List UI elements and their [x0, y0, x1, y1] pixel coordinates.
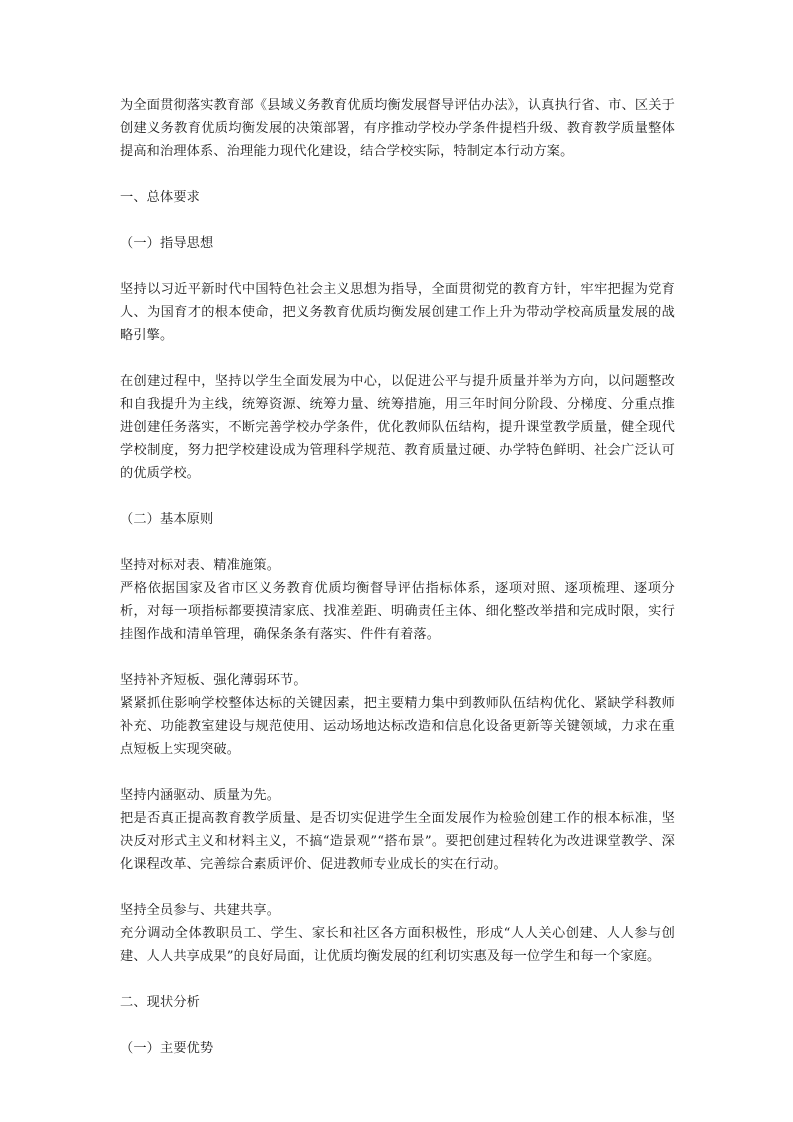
subsection-heading-main-advantages: （一）主要优势: [120, 1041, 214, 1056]
principle-1-title: 坚持对标对表、精准施策。: [120, 558, 281, 573]
section-heading-overall-requirements: 一、总体要求: [120, 190, 201, 205]
principle-2-body: 紧紧抓住影响学校整体达标的关键因素，把主要精力集中到教师队伍结构优化、紧缺学科教师补充、功能教室建设与规范使用、运动场地达标改造和信息化设备更新等关键领域，力求在重点短板上实现突破。: [120, 696, 675, 757]
subsection-heading-guiding-ideology: （一）指导思想: [120, 236, 214, 251]
principle-4-title: 坚持全员参与、共建共享。: [120, 903, 281, 918]
principle-1-body: 严格依据国家及省市区义务教育优质均衡督导评估指标体系，逐项对照、逐项梳理、逐项分析，对每一项指标都要摸清家底、找准差距、明确责任主体、细化整改举措和完成时限，实行挂图作战和清单管理，确保条条有落实、件件有着落。: [120, 581, 675, 642]
section-heading-status-analysis: 二、现状分析: [120, 995, 201, 1010]
guiding-ideology-paragraph-1: 坚持以习近平新时代中国特色社会主义思想为指导，全面贯彻党的教育方针，牢牢把握为党育人、为国育才的根本使命，把义务教育优质均衡发展创建工作上升为带动学校高质量发展的战略引擎。: [120, 282, 675, 343]
intro-paragraph: 为全面贯彻落实教育部《县域义务教育优质均衡发展督导评估办法》，认真执行省、市、区关于创建义务教育优质均衡发展的决策部署，有序推动学校办学条件提档升级、教育教学质量整体提高和治理体系、治理能力现代化建设，结合学校实际，特制定本行动方案。: [120, 98, 675, 159]
principle-4-body: 充分调动全体教职员工、学生、家长和社区各方面积极性，形成“人人关心创建、人人参与创建、人人共享成果”的良好局面，让优质均衡发展的红利切实惠及每一位学生和每一个家庭。: [120, 926, 675, 964]
document-body: [120, 94, 675, 1060]
guiding-ideology-paragraph-2: 在创建过程中，坚持以学生全面发展为中心，以促进公平与提升质量并举为方向，以问题整改和自我提升为主线，统筹资源、统筹力量、统筹措施，用三年时间分阶段、分梯度、分重点推进创建任务落实，不断完善学校办学条件，优化教师队伍结构，提升课堂教学质量，健全现代学校制度，努力把学校建设成为管理科学规范、教育质量过硬、办学特色鲜明、社会广泛认可的优质学校。: [120, 374, 675, 481]
principle-3-title: 坚持内涵驱动、质量为先。: [120, 788, 281, 803]
principle-3-body: 把是否真正提高教育教学质量、是否切实促进学生全面发展作为检验创建工作的根本标准，坚决反对形式主义和材料主义，不搞“造景观”“搭布景”。要把创建过程转化为改进课堂教学、深化课程改革、完善综合素质评价、促进教师专业成长的实在行动。: [120, 811, 675, 872]
subsection-heading-basic-principles: （二）基本原则: [120, 512, 214, 527]
principle-2-title: 坚持补齐短板、强化薄弱环节。: [120, 673, 307, 688]
